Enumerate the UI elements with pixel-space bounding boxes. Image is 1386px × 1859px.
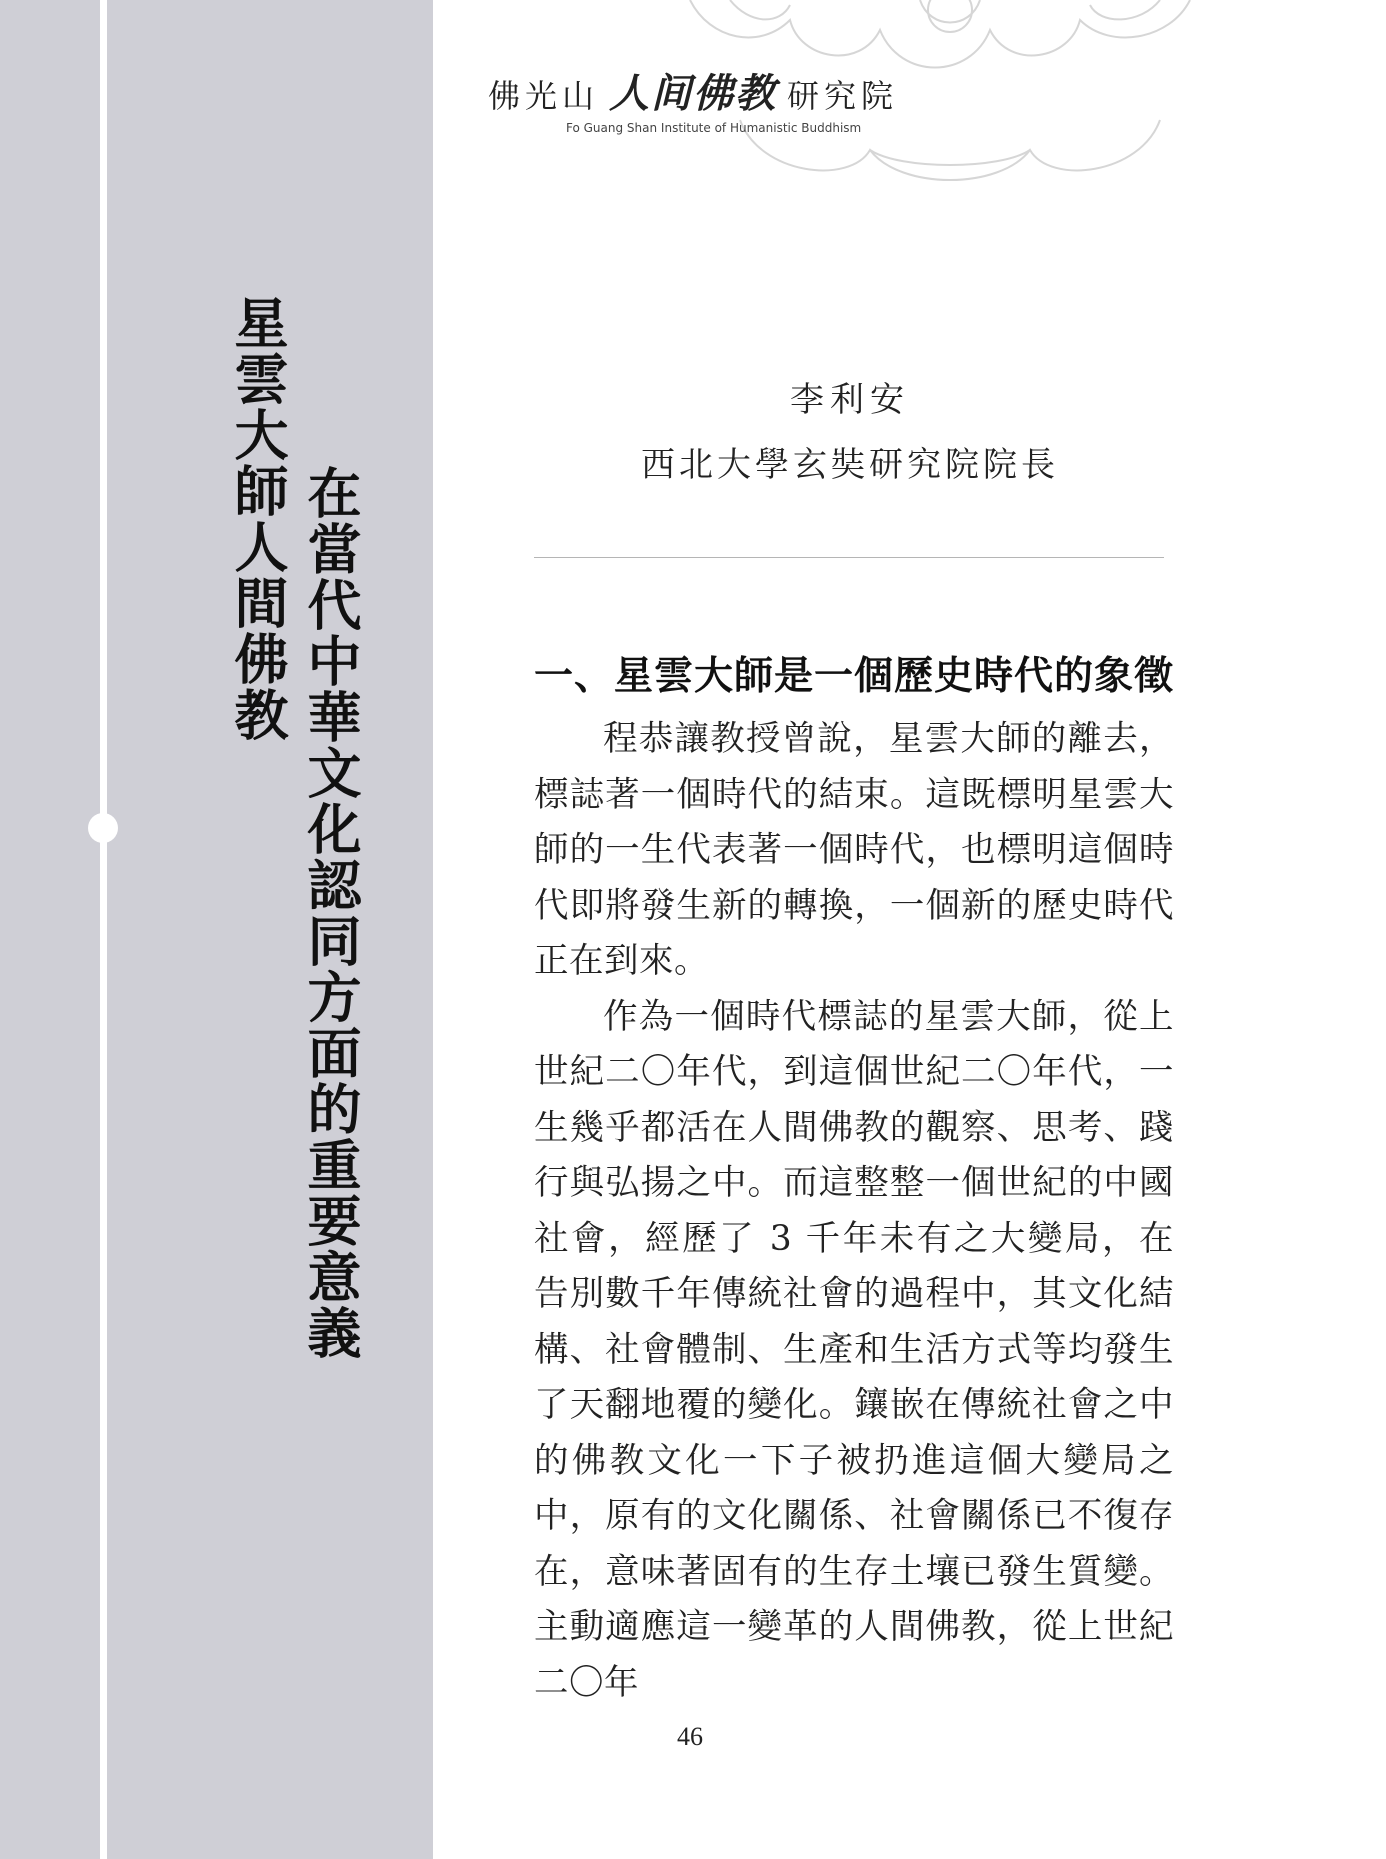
- sidebar-divider-line: [100, 0, 107, 1859]
- logo-suffix: 研究院: [787, 77, 899, 115]
- chapter-title-sub: 在當代中華文化認同方面的重要意義: [299, 465, 363, 1361]
- logo-calligraphy: 人间佛教: [609, 70, 778, 117]
- logo-prefix: 佛光山: [488, 77, 600, 115]
- paragraph: 程恭讓教授曾說，星雲大師的離去，標誌著一個時代的結束。這既標明星雲大師的一生代表著一個時代，也標明這個時代即將發生新的轉換，一個新的歷史時代正在到來。: [534, 719, 1174, 981]
- author-name: 李利安: [790, 380, 910, 420]
- institute-logo: [488, 62, 908, 135]
- paragraph: 作為一個時代標誌的星雲大師，從上世紀二〇年代，到這個世紀二〇年代，一生幾乎都活在人間佛教的觀察、思考、踐行與弘揚之中。而這整整一個世紀的中國社會，經歷了 3 千年未有之大變局，在告別數千年傳統社會的過程中，其文化結構、社會體制、生產和生活方式等均發生了天翻地覆的變化。鑲嵌在傳統社會之中的佛教文化一下子被扔進這個大變局之中，原有的文化關係、社會關係已不復存在，意味著固有的生存土壤已發生質變。主動適應這一變革的人間佛教，從上世紀二〇年: [534, 996, 1174, 1703]
- section-divider: [534, 557, 1164, 558]
- page-number: 46: [677, 1722, 703, 1751]
- section-heading: 一、星雲大師是一個歷史時代的象徵: [534, 653, 1175, 699]
- logo-english: Fo Guang Shan Institute of Humanistic Buddhism: [566, 121, 862, 135]
- chapter-title-main: 星雲大師人間佛教: [226, 295, 290, 743]
- body-text: [534, 712, 1174, 1711]
- author-affiliation: 西北大學玄奘研究院院長: [641, 445, 1059, 485]
- author-block: [535, 372, 1165, 486]
- sidebar-dot: [88, 813, 118, 843]
